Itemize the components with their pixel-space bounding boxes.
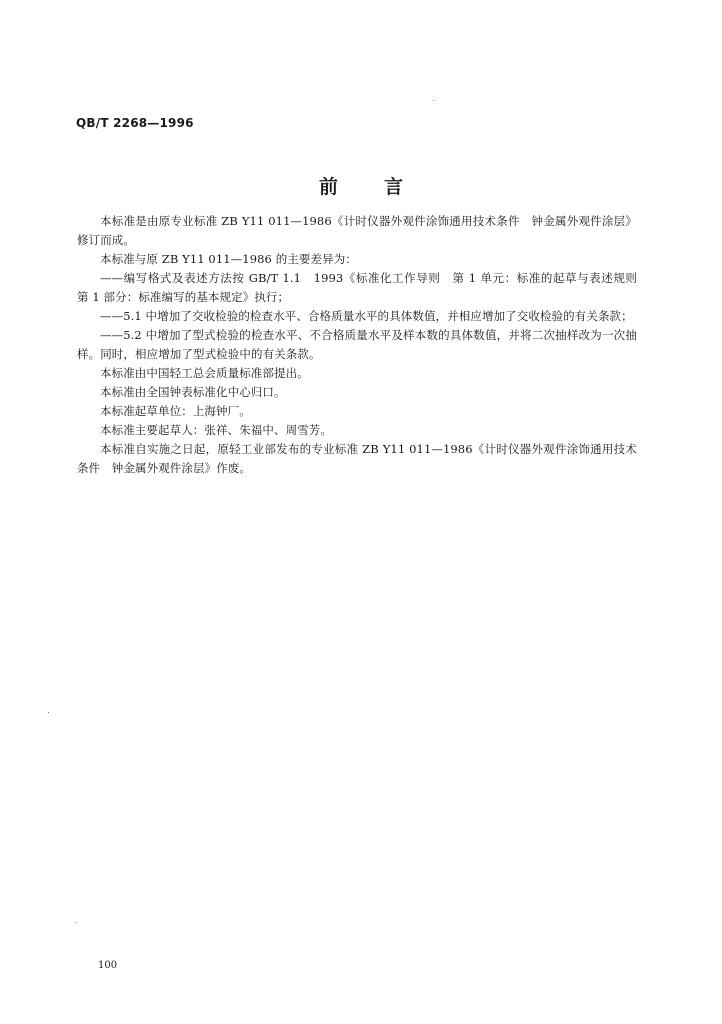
foreword-body [77,212,649,478]
paragraph-differences-intro: 本标准与原 ZB Y11 011—1986 的主要差异为： [100,252,357,266]
paragraph-drafting-unit: 本标准起草单位：上海钟厂。 [100,404,251,418]
page-number: 100 [98,960,118,971]
paragraph-supersedes: 本标准自实施之日起，原轻工业部发布的专业标准 ZB Y11 011—1986《计时仪器外观件涂饰通用技术条件 钟金属外观件涂层》作废。 [77,442,637,475]
page-title: 前言 [318,176,449,198]
paragraph-difference-5-1: ——5.1 中增加了交收检验的检查水平、合格质量水平的具体数值，并相应增加了交收检验的有关条款； [100,309,633,323]
paragraph-administered-by: 本标准由全国钟表标准化中心归口。 [100,385,286,399]
paragraph-origin: 本标准是由原专业标准 ZB Y11 011—1986《计时仪器外观件涂饰通用技术条件 钟金属外观件涂层》修订而成。 [77,214,637,247]
standard-code: QB/T 2268—1996 [76,116,194,130]
scan-speck [433,100,434,101]
paragraph-difference-5-2: ——5.2 中增加了型式检验的检查水平、不合格质量水平及样本数的具体数值，并将二次抽样改为一次抽样。同时，相应增加了型式检验中的有关条款。 [77,328,637,361]
paragraph-proposed-by: 本标准由中国轻工总会质量标准部提出。 [100,366,309,380]
paragraph-drafters: 本标准主要起草人：张祥、朱福中、周雪芳。 [100,423,332,437]
paragraph-difference-format: ——编写格式及表述方法按 GB/T 1.1 1993《标准化工作导则 第 1 单元：标准的起草与表述规则 第 1 部分：标准编写的基本规定》执行； [77,271,649,304]
scan-speck [76,922,77,923]
scan-speck [48,712,49,713]
